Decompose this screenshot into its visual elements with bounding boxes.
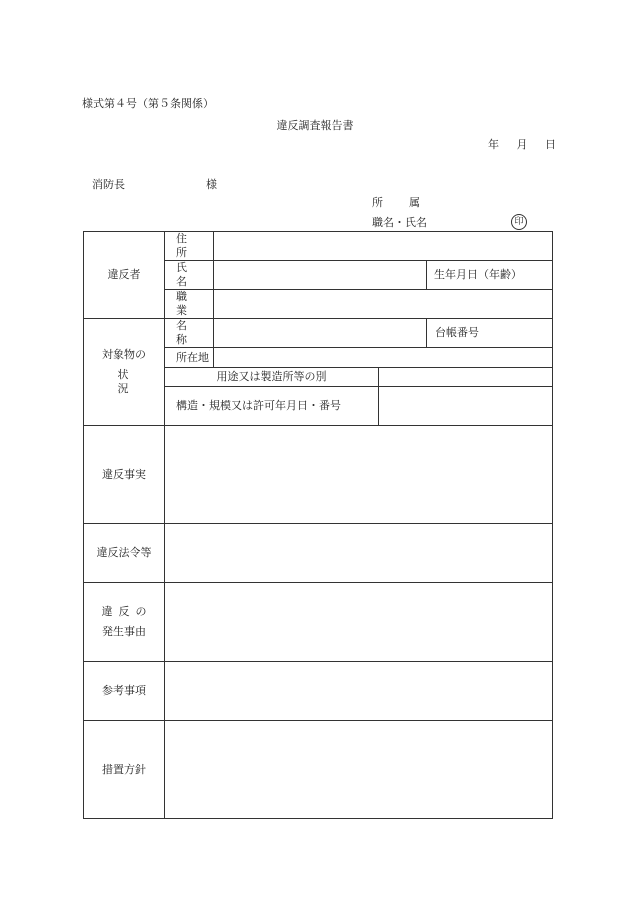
policy-label: 措置方針 bbox=[84, 721, 165, 819]
violator-birth-age-label: 生年月日（年齢） bbox=[427, 261, 553, 290]
cause-label bbox=[84, 583, 165, 662]
position-name-label: 職名・氏名 bbox=[372, 216, 427, 229]
target-use-label: 用途又は製造所等の別 bbox=[165, 368, 379, 387]
target-structure-field[interactable] bbox=[379, 387, 553, 426]
violator-name-label: 氏名 bbox=[165, 261, 214, 290]
target-structure-label: 構造・規模又は許可年月日・番号 bbox=[165, 387, 379, 426]
target-use-field[interactable] bbox=[379, 368, 553, 387]
target-section-label bbox=[84, 319, 165, 426]
violator-address-field[interactable] bbox=[214, 232, 553, 261]
report-table bbox=[83, 231, 553, 819]
form-number: 様式第４号（第５条関係） bbox=[82, 97, 214, 110]
policy-field[interactable] bbox=[165, 721, 553, 819]
remarks-label: 参考事項 bbox=[84, 662, 165, 721]
violator-section-label: 違反者 bbox=[84, 232, 165, 319]
addressee-honorific: 様 bbox=[206, 178, 217, 191]
date-year-label: 年 bbox=[488, 138, 499, 151]
date-month-label: 月 bbox=[516, 138, 528, 151]
target-name-field[interactable] bbox=[214, 319, 427, 348]
laws-label: 違反法令等 bbox=[84, 524, 165, 583]
violator-occupation-label: 職業 bbox=[165, 290, 214, 319]
addressee: 消防長 bbox=[92, 178, 125, 191]
cause-field[interactable] bbox=[165, 583, 553, 662]
target-section-label-line2: 状況 bbox=[117, 368, 153, 395]
target-name-label: 名称 bbox=[165, 319, 214, 348]
cause-label-line1: 違反の bbox=[101, 605, 153, 618]
target-location-field[interactable] bbox=[214, 348, 553, 368]
affiliation-label: 所属 bbox=[372, 196, 446, 209]
laws-field[interactable] bbox=[165, 524, 553, 583]
date-day-label: 日 bbox=[545, 138, 556, 151]
violator-address-label: 住所 bbox=[165, 232, 214, 261]
facts-label: 違反事実 bbox=[84, 426, 165, 524]
remarks-field[interactable] bbox=[165, 662, 553, 721]
document-title: 違反調査報告書 bbox=[276, 119, 354, 132]
violator-name-field[interactable] bbox=[214, 261, 427, 290]
date-line bbox=[488, 138, 556, 152]
target-ledger-label: 台帳番号 bbox=[427, 319, 553, 348]
target-section-label-line1: 対象物の bbox=[102, 348, 146, 361]
seal-mark: 印 bbox=[511, 214, 527, 230]
violator-occupation-field[interactable] bbox=[214, 290, 553, 319]
cause-label-line2: 発生事由 bbox=[102, 625, 146, 638]
facts-field[interactable] bbox=[165, 426, 553, 524]
target-location-label: 所在地 bbox=[165, 348, 214, 368]
